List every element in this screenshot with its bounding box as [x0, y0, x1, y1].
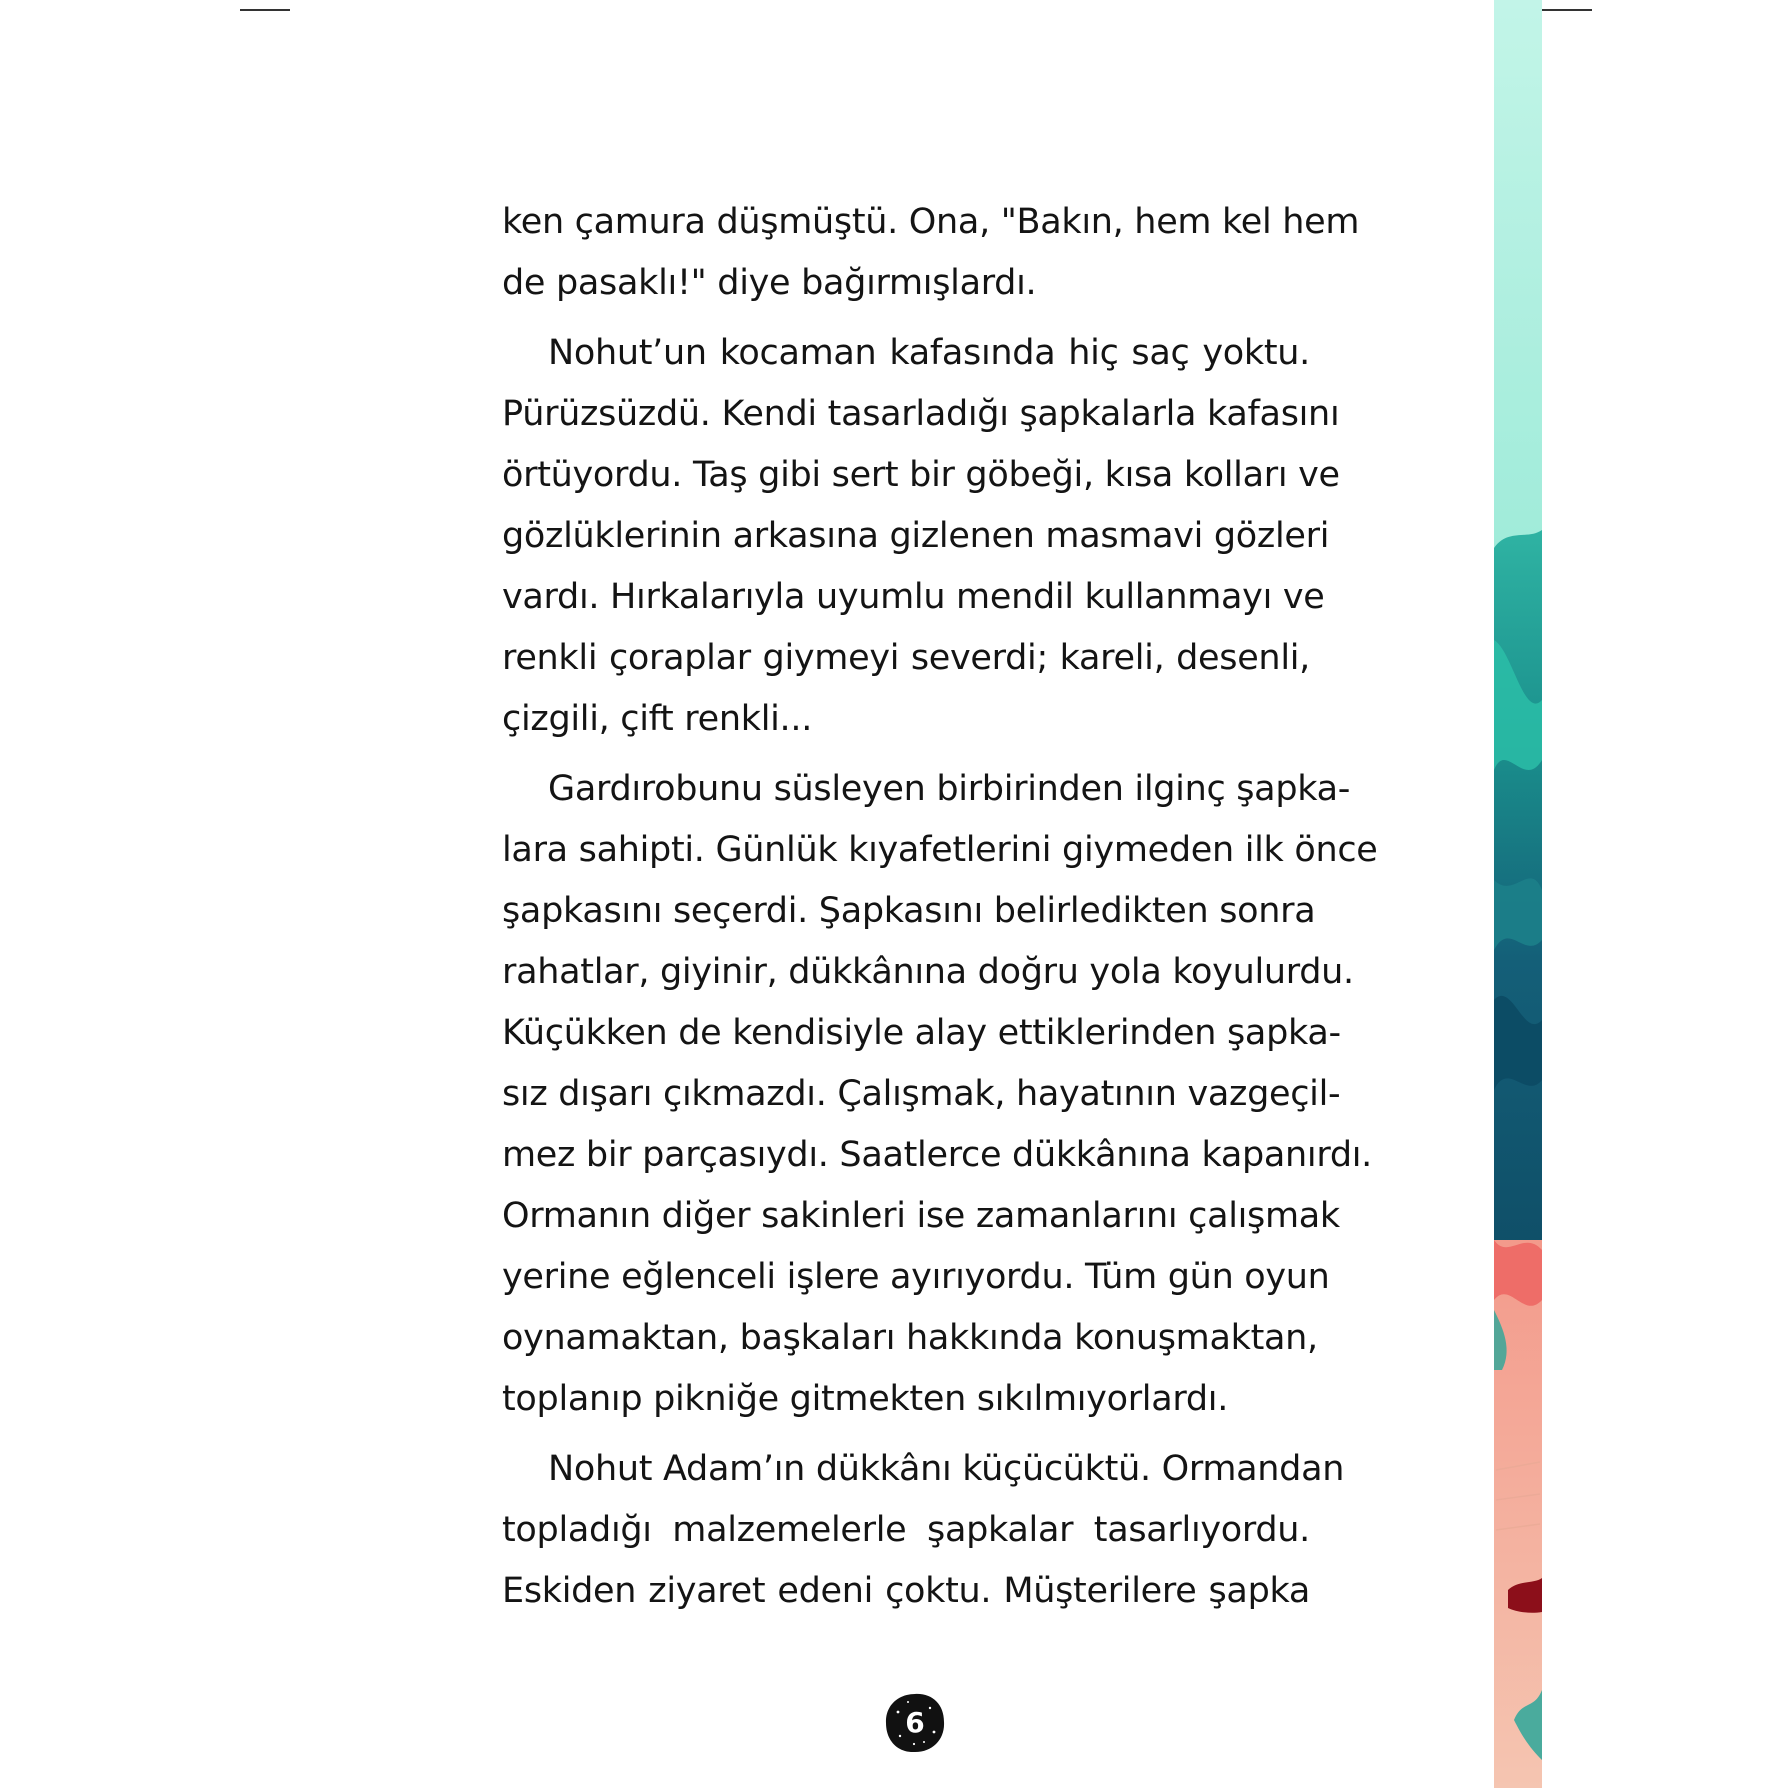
- text-line: Nohut’un kocaman kafasında hiç saç yoktu.: [548, 333, 1310, 373]
- text-line: mez bir parçasıydı. Saatlerce dükkânına kapanırdı.: [502, 1135, 1372, 1175]
- text-line: Pürüzsüzdü. Kendi tasarladığı şapkalarla kafasını: [502, 394, 1340, 434]
- text-line: Küçükken de kendisiyle alay ettiklerinden şapka-: [502, 1013, 1341, 1053]
- paragraph-3: [502, 759, 1378, 1430]
- text-line: Eskiden ziyaret edeni çoktu. Müşterilere şapka: [502, 1571, 1310, 1611]
- text-line: çizgili, çift renkli...: [502, 699, 813, 739]
- text-line: Nohut Adam’ın dükkânı küçücüktü. Ormandan: [548, 1449, 1345, 1489]
- text-line: vardı. Hırkalarıyla uyumlu mendil kullanmayı ve: [502, 577, 1325, 617]
- crop-mark-right: [1542, 9, 1592, 11]
- text-line: topladığı malzemelerle şapkalar tasarlıyordu.: [502, 1510, 1310, 1550]
- text-line: örtüyordu. Taş gibi sert bir göbeği, kısa kolları ve: [502, 455, 1340, 495]
- text-line: şapkasını seçerdi. Şapkasını belirledikten sonra: [502, 891, 1316, 931]
- crop-mark-left: [240, 9, 290, 11]
- page-number-badge: [884, 1692, 946, 1754]
- paragraph-4: [502, 1439, 1345, 1622]
- text-line: Ormanın diğer sakinleri ise zamanlarını çalışmak: [502, 1196, 1340, 1236]
- text-line: Gardırobunu süsleyen birbirinden ilginç şapka-: [548, 769, 1351, 809]
- page-number: 6: [905, 1706, 925, 1739]
- text-line: renkli çoraplar giymeyi severdi; kareli, desenli,: [502, 638, 1310, 678]
- text-line: de pasaklı!" diye bağırmışlardı.: [502, 263, 1037, 303]
- text-line: gözlüklerinin arkasına gizlenen masmavi gözleri: [502, 516, 1330, 556]
- paragraph-1: [502, 192, 1360, 314]
- illustration-edge-strip: [1494, 0, 1542, 1788]
- text-line: oynamaktan, başkaları hakkında konuşmaktan,: [502, 1318, 1318, 1358]
- text-line: yerine eğlenceli işlere ayırıyordu. Tüm gün oyun: [502, 1257, 1330, 1297]
- text-line: sız dışarı çıkmazdı. Çalışmak, hayatının vazgeçil-: [502, 1074, 1341, 1114]
- text-line: ken çamura düşmüştü. Ona, "Bakın, hem kel hem: [502, 202, 1360, 242]
- body-text: [502, 192, 1378, 1631]
- text-line: toplanıp pikniğe gitmekten sıkılmıyorlardı.: [502, 1379, 1229, 1419]
- paragraph-2: [502, 323, 1340, 750]
- text-line: rahatlar, giyinir, dükkânına doğru yola koyulurdu.: [502, 952, 1354, 992]
- text-line: lara sahipti. Günlük kıyafetlerini giymeden ilk önce: [502, 830, 1378, 870]
